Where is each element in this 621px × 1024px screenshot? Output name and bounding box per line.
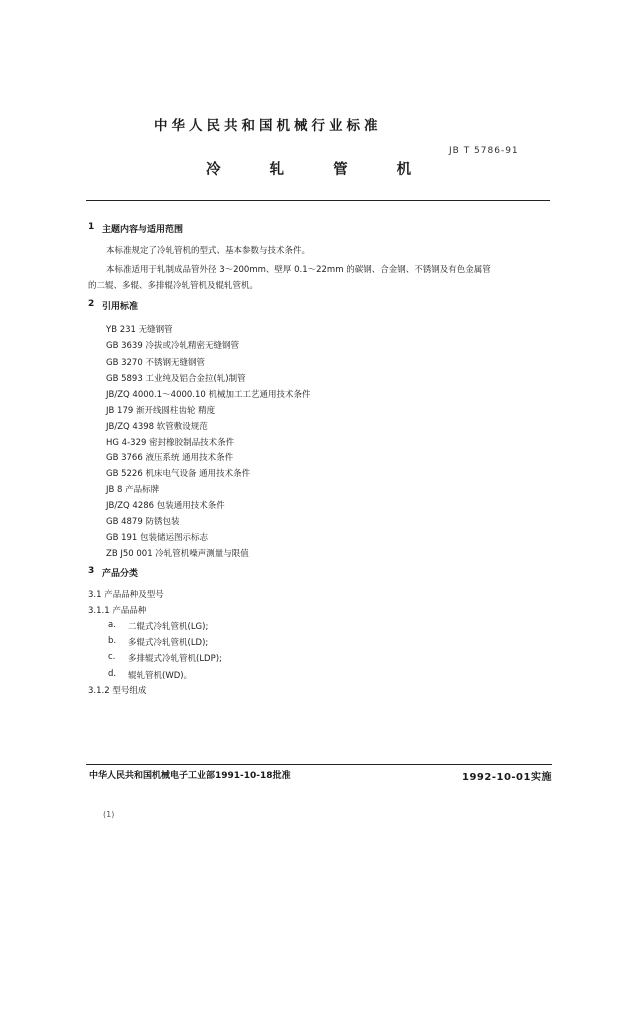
section-3-title: 产品分类 [102,569,139,579]
section-2-title: 引用标准 [102,302,139,312]
product-item-text: 多排辊式冷轧管机(LDP); [128,654,222,664]
section-1-paragraph-2-cont: 的二辊、多辊、多排辊冷轧管机及辊轧管机。 [88,281,259,291]
reference-item: GB 3270 不锈钢无缝钢管 [106,358,205,368]
org-title: 中华人民共和国机械行业标准 [154,118,382,134]
product-item-text: 多辊式冷轧管机(LD); [128,638,209,648]
subsection-3-1-1: 3.1.1 产品品种 [88,606,147,616]
reference-item: JB/ZQ 4398 软管敷设规范 [106,422,208,432]
effective-date: 1992-10-01实施 [462,772,552,783]
section-2-number: 2 [88,299,95,309]
product-item-marker: d. [108,669,117,679]
product-item-marker: b. [108,636,117,646]
footer-divider [86,764,552,765]
approval-line: 中华人民共和国机械电子工业部1991-10-18批准 [89,771,291,781]
reference-item: GB 3639 冷拔或冷轧精密无缝钢管 [106,341,239,351]
section-1-paragraph-1: 本标准规定了冷轧管机的型式、基本参数与技术条件。 [106,246,311,256]
reference-item: ZB J50 001 冷轧管机噪声测量与限值 [106,549,249,559]
reference-item: JB 8 产品标牌 [106,485,160,495]
reference-item: GB 191 包装储运图示标志 [106,533,209,543]
product-item-text: 辊轧管机(WD)。 [128,671,193,681]
subsection-3-1-2: 3.1.2 型号组成 [88,686,147,696]
product-item-marker: c. [108,652,116,662]
section-1-paragraph-2: 本标准适用于轧制成品管外径 3～200mm、壁厚 0.1～22mm 的碳钢、合金钢、不锈钢及有色金属管 [106,265,491,275]
reference-item: JB/ZQ 4286 包装通用技术条件 [106,501,225,511]
product-item-marker: a. [108,620,116,630]
reference-item: GB 3766 液压系统 通用技术条件 [106,453,234,463]
reference-item: GB 5893 工业纯及铝合金拉(轧)制管 [106,374,246,384]
standard-number: JB T 5786-91 [449,146,519,156]
reference-item: JB/ZQ 4000.1～4000.10 机械加工工艺通用技术条件 [106,390,311,400]
subsection-3-1: 3.1 产品品种及型号 [88,590,164,600]
header-divider [86,200,550,201]
page-number: (1) [103,810,115,819]
reference-item: GB 5226 机床电气设备 通用技术条件 [106,469,251,479]
section-1-number: 1 [88,222,95,232]
section-3-number: 3 [88,566,95,576]
reference-item: JB 179 渐开线圆柱齿轮 精度 [106,406,216,416]
reference-item: GB 4879 防锈包装 [106,517,180,527]
reference-item: YB 231 无缝钢管 [106,325,173,335]
reference-item: HG 4-329 密封橡胶制品技术条件 [106,438,235,448]
document-title: 冷 轧 管 机 [206,162,434,178]
section-1-title: 主题内容与适用范围 [102,225,184,235]
product-item-text: 二辊式冷轧管机(LG); [128,622,209,632]
